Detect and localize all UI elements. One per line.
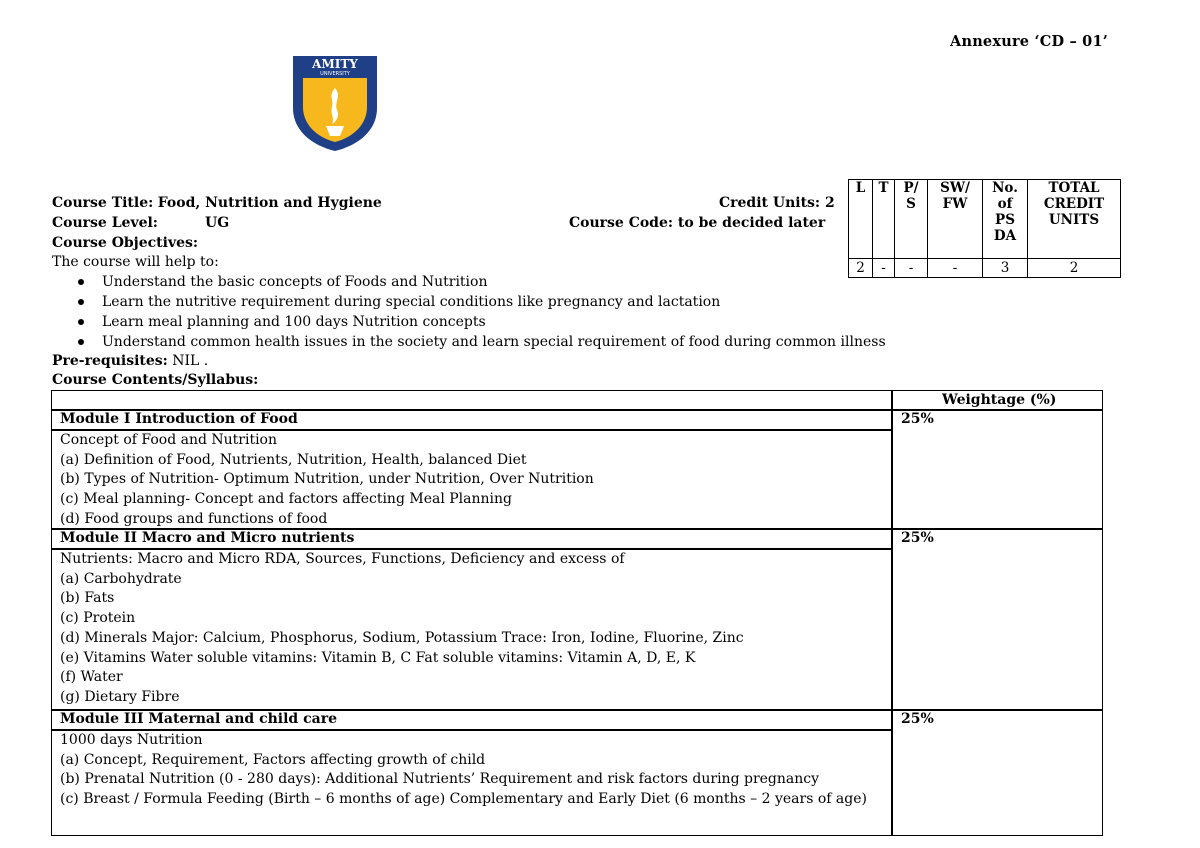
credits-header-ps: P/ S: [895, 180, 928, 259]
bullet-icon: [78, 299, 84, 305]
module-line: (b) Types of Nutrition- Optimum Nutrition, under Nutrition, Over Nutrition: [60, 471, 594, 488]
credits-header-total: TOTAL CREDIT UNITS: [1028, 180, 1121, 259]
module-line: Concept of Food and Nutrition: [60, 432, 277, 448]
module-line: (d) Minerals Major: Calcium, Phosphorus, Sodium, Potassium Trace: Iron, Iodine, Fluorine, Zinc: [60, 629, 744, 646]
credits-header-psda: No. of PS DA: [983, 180, 1028, 259]
module-line: (f) Water: [60, 669, 123, 686]
bullet-icon: [78, 319, 84, 325]
module-line: (c) Breast / Formula Feeding (Birth – 6 months of age) Complementary and Early Diet (6 months – 2 years of age): [60, 791, 867, 808]
module-title: Module I Introduction of Food: [60, 411, 298, 427]
prerequisites-label: Pre-requisites:: [52, 353, 168, 369]
course-contents-label: Course Contents/Syllabus:: [52, 372, 259, 388]
credits-value-l: 2: [849, 259, 873, 278]
prerequisites-value: NIL .: [172, 353, 209, 369]
course-level-line: [52, 214, 158, 232]
module-line: (a) Definition of Food, Nutrients, Nutrition, Health, balanced Diet: [60, 451, 527, 468]
module-line: (d) Food groups and functions of food: [60, 510, 328, 527]
objective-item: Learn the nutritive requirement during special conditions like pregnancy and lactation: [52, 292, 886, 312]
course-title-line: [52, 194, 382, 212]
syllabus-table: [51, 390, 1103, 836]
credits-value-total: 2: [1028, 259, 1121, 278]
objective-item: Learn meal planning and 100 days Nutrition concepts: [52, 312, 886, 332]
logo-text-university: UNIVERSITY: [320, 71, 350, 77]
course-code: Course Code: to be decided later: [569, 215, 826, 231]
amity-university-logo: [290, 52, 380, 152]
module-weight: 25%: [901, 530, 934, 546]
credits-value-ps: -: [895, 259, 928, 278]
credits-header-t: T: [873, 180, 895, 259]
module-line: (c) Protein: [60, 610, 136, 627]
credits-header-swfw: SW/ FW: [928, 180, 983, 259]
objectives-list: [52, 272, 886, 352]
weightage-header: Weightage (%): [942, 392, 1057, 408]
module-line: (e) Vitamins Water soluble vitamins: Vitamin B, C Fat soluble vitamins: Vitamin A, D, E, K: [60, 649, 696, 666]
prerequisites-line: [52, 352, 208, 370]
annexure-label: Annexure ‘CD – 01’: [950, 33, 1108, 50]
module-weight: 25%: [901, 711, 934, 727]
bullet-icon: [78, 279, 84, 285]
module-line: (a) Concept, Requirement, Factors affecting growth of child: [60, 751, 486, 768]
course-title-value: Food, Nutrition and Hygiene: [157, 195, 382, 211]
module-line: 1000 days Nutrition: [60, 732, 203, 748]
course-objectives-label: Course Objectives:: [52, 235, 199, 251]
module-line: (c) Meal planning- Concept and factors affecting Meal Planning: [60, 491, 512, 508]
logo-text-amity: AMITY: [312, 57, 358, 71]
module-line: (a) Carbohydrate: [60, 570, 182, 587]
course-level-value: UG: [205, 215, 230, 231]
module-title: Module II Macro and Micro nutrients: [60, 530, 355, 546]
bullet-icon: [78, 339, 84, 345]
credits-table: [848, 179, 1121, 278]
module-line: (b) Fats: [60, 590, 115, 607]
credits-value-psda: 3: [983, 259, 1028, 278]
column-divider: [891, 391, 893, 835]
credits-header-l: L: [849, 180, 873, 259]
module-line: (g) Dietary Fibre: [60, 688, 180, 705]
course-intro: The course will help to:: [52, 254, 219, 270]
credits-value-t: -: [873, 259, 895, 278]
objective-item: Understand common health issues in the society and learn special requirement of food during common illness: [52, 332, 886, 352]
course-title-label: Course Title:: [52, 195, 154, 211]
objective-item: Understand the basic concepts of Foods and Nutrition: [52, 272, 886, 292]
course-level-label: Course Level:: [52, 215, 158, 231]
module-line: Nutrients: Macro and Micro RDA, Sources, Functions, Deficiency and excess of: [60, 551, 625, 567]
module-line: (b) Prenatal Nutrition (0 - 280 days): Additional Nutrients’ Requirement and risk factors during pregnancy: [60, 771, 820, 788]
module-weight: 25%: [901, 411, 934, 427]
credit-units: Credit Units: 2: [719, 195, 835, 211]
module-title: Module III Maternal and child care: [60, 711, 337, 727]
credits-value-swfw: -: [928, 259, 983, 278]
